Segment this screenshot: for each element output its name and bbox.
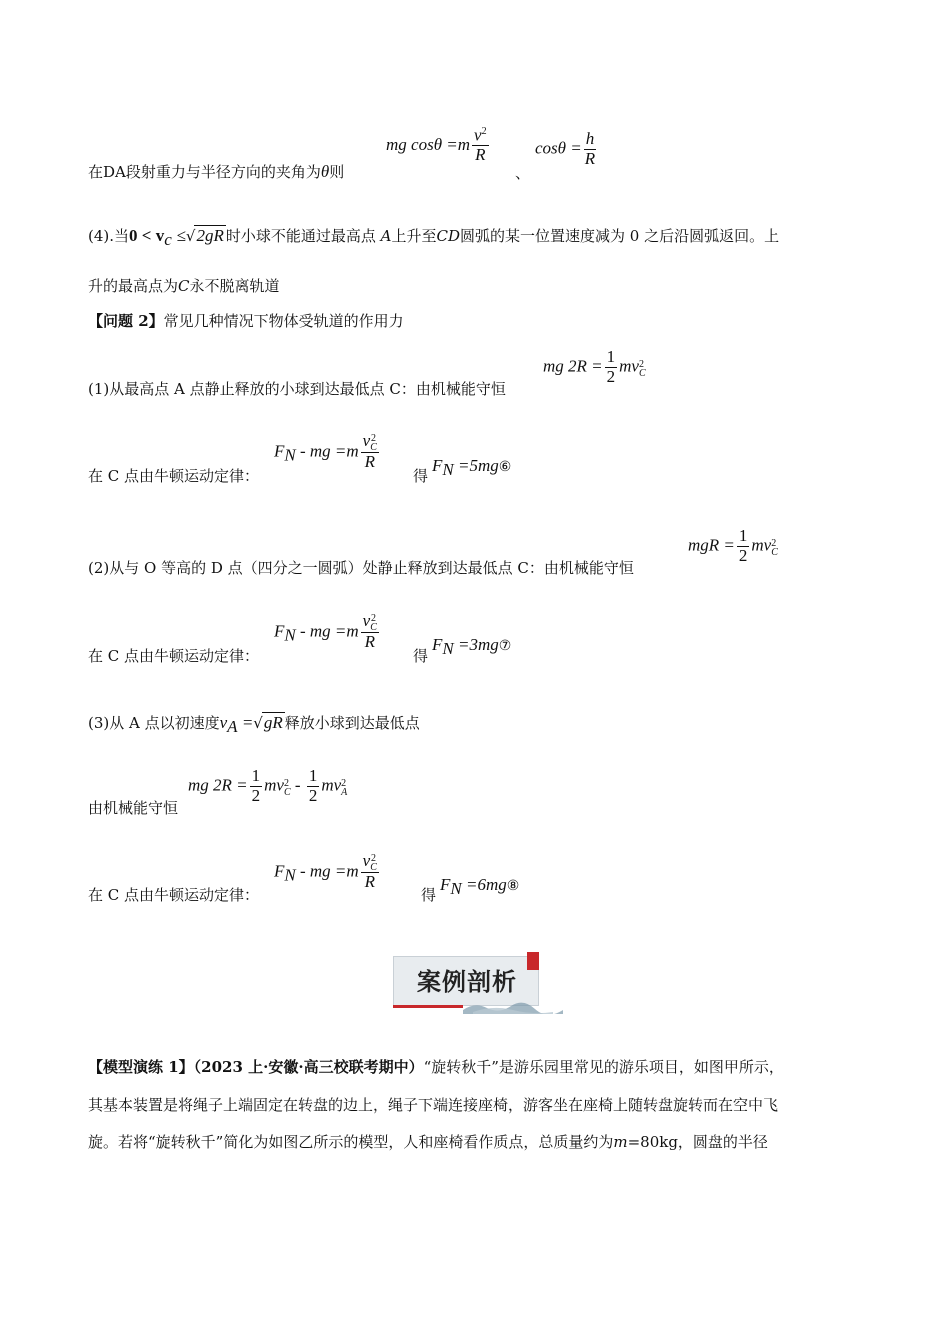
banner-red-tab	[527, 952, 539, 970]
fraction	[361, 852, 379, 892]
formula-part: - mg =m	[295, 621, 359, 641]
numerator: v	[474, 125, 482, 145]
subscript: A	[341, 786, 348, 798]
subscript: A	[227, 717, 238, 736]
fraction	[361, 432, 379, 472]
case1-text: (1)从最高点 A 点静止释放的小球到达最低点 C：由机械能守恒	[88, 380, 506, 398]
case2-result	[432, 635, 511, 659]
fraction	[472, 126, 489, 165]
text: 释放小球到达最低点	[284, 714, 420, 732]
case1-energy-formula	[543, 348, 646, 386]
denominator: 2	[606, 366, 616, 386]
case3-line: (3)从 A 点以初速度$v_A =√gR$ 释放小球到达最低点	[88, 713, 420, 736]
case2-energy-formula	[688, 527, 778, 565]
subscript: N	[442, 639, 454, 659]
mountain-wave-decoration	[463, 1000, 563, 1014]
text: 则	[329, 163, 345, 181]
formula-part: mv	[264, 775, 284, 795]
case4-line: (4).当$0 < v_c \le√2gR$ 时小球不能通过最高点 A上升至CD圆弧的某一位置速度减为 0 之后沿圆弧返回。上	[88, 226, 780, 249]
fraction	[361, 612, 379, 652]
formula-part: mgR =	[688, 535, 735, 555]
formula-part: mv	[619, 356, 639, 376]
case1-result	[432, 456, 511, 480]
condition: 0 < v	[129, 226, 165, 245]
exponent: 2	[283, 777, 289, 789]
subscript: C	[370, 442, 377, 453]
numerator: 1	[738, 526, 748, 545]
text: 常见几种情况下物体受轨道的作用力	[163, 312, 404, 330]
fraction	[307, 767, 320, 805]
arc-label: CD	[436, 227, 461, 245]
case3-energy-formula	[188, 767, 347, 805]
fraction	[250, 767, 263, 805]
subscript: N	[442, 460, 454, 480]
theta-symbol: θ	[320, 162, 330, 181]
denominator: R	[364, 452, 375, 471]
subscript: C	[638, 367, 646, 379]
fraction	[605, 348, 618, 386]
energy-label: 由机械能守恒	[88, 799, 179, 817]
text: (4).当	[88, 227, 130, 245]
denominator: 2	[251, 785, 261, 805]
equation-number: ⑥	[498, 459, 512, 475]
case2-text: (2)从与 O 等高的 D 点（四分之一圆弧）处静止释放到达最低点 C：由机械能守恒	[88, 559, 634, 577]
case3-newton-formula	[274, 852, 381, 892]
fraction	[584, 130, 597, 168]
formula-part: F	[432, 635, 443, 654]
subscript: C	[771, 546, 778, 558]
subscript: C	[370, 862, 377, 873]
text: “旋转秋千”是游乐园里常见的游乐项目，如图甲所示，	[423, 1058, 784, 1076]
example-tag: 【模型演练 1】	[88, 1058, 194, 1076]
sqrt-body: gR	[263, 713, 283, 732]
example-line1	[88, 1056, 784, 1077]
formula-part: =3mg	[453, 635, 499, 654]
denominator: R	[364, 632, 375, 651]
subscript: N	[284, 865, 296, 885]
formula-part: mg 2R =	[188, 775, 248, 795]
text: =80kg，圆盘的半径	[627, 1133, 768, 1151]
text: 升的最高点为	[88, 277, 179, 295]
exponent: 2	[771, 537, 777, 549]
formula-part: F	[274, 621, 285, 641]
numerator: 1	[606, 347, 616, 366]
subscript: N	[284, 445, 296, 465]
subscript: C	[370, 622, 377, 633]
formula-part: F	[274, 861, 285, 881]
formula-part: F	[440, 875, 451, 894]
text: 永不脱离轨道	[189, 277, 280, 295]
formula-part: mg cosθ =m	[386, 135, 471, 155]
formula-part: =	[237, 713, 254, 732]
equation-number: ⑦	[498, 638, 512, 654]
formula-part: mg 2R =	[543, 356, 603, 376]
intro-line	[88, 161, 344, 182]
formula-part: =5mg	[453, 456, 499, 475]
exponent: 2	[371, 433, 377, 444]
subscript: C	[283, 786, 291, 798]
sup-sub	[639, 360, 646, 378]
formula-part: F	[274, 441, 285, 461]
formula-part: - mg =m	[295, 861, 359, 881]
text: 在DA段射重力与半径方向的夹角为	[88, 163, 321, 181]
numerator: v	[362, 611, 371, 630]
denominator: R	[584, 148, 596, 168]
formula-part: mv	[321, 775, 342, 795]
fraction	[737, 527, 750, 565]
newton-label: 在 C 点由牛顿运动定律：	[88, 886, 260, 904]
numerator: v	[362, 851, 371, 870]
denominator: 2	[308, 785, 318, 805]
subscript: c	[164, 230, 172, 249]
condition: ≤	[176, 226, 186, 245]
formula-part: mv	[751, 535, 772, 555]
case1-newton-formula	[274, 432, 381, 472]
denominator: 2	[738, 545, 748, 565]
point-label: C	[178, 277, 190, 295]
equation-number: ⑧	[506, 878, 520, 894]
mass-symbol: m	[613, 1133, 628, 1151]
exponent: 2	[638, 358, 644, 370]
text: 得	[421, 886, 437, 904]
formula-part: F	[432, 456, 443, 475]
exponent: 2	[481, 126, 487, 137]
text: 上升至	[391, 227, 437, 245]
sup-sub	[771, 539, 778, 557]
formula-part: cosθ =	[535, 138, 582, 158]
text: 圆弧的某一位置速度减为 0 之后沿圆弧返回。上	[460, 227, 780, 245]
formula-centripetal	[386, 126, 491, 165]
separator: 、	[515, 164, 531, 182]
numerator: v	[362, 431, 371, 450]
subscript: N	[450, 879, 462, 899]
section-banner	[393, 956, 539, 1006]
numerator: h	[585, 129, 595, 148]
newton-label: 在 C 点由牛顿运动定律：	[88, 647, 260, 665]
sqrt-body: 2gR	[196, 226, 224, 245]
denominator: R	[364, 872, 375, 891]
example-line2: 其基本装置是将绳子上端固定在转盘的边上，绳子下端连接座椅，游客坐在座椅上随转盘旋转而在空中飞	[88, 1096, 779, 1114]
text: (3)从 A 点以初速度	[88, 714, 220, 732]
numerator: 1	[251, 766, 261, 785]
formula-part: v	[219, 713, 228, 732]
text: 得	[413, 467, 429, 485]
exponent: 2	[341, 777, 347, 789]
example-source: （2023 上·安徽·高三校联考期中）	[193, 1058, 424, 1076]
newton-label: 在 C 点由牛顿运动定律：	[88, 467, 260, 485]
formula-part: =6mg	[461, 875, 507, 894]
formula-part: - mg =m	[295, 441, 359, 461]
exponent: 2	[371, 613, 377, 624]
problem2-heading	[88, 310, 404, 331]
case2-newton-formula	[274, 612, 381, 652]
sup-sub	[284, 779, 291, 797]
subscript: N	[284, 625, 296, 645]
problem-tag: 【问题 2】	[88, 312, 164, 330]
text: 旋。若将“旋转秋千”简化为如图乙所示的模型，人和座椅看作质点，总质量约为	[88, 1133, 614, 1151]
formula-part: -	[290, 775, 305, 795]
banner-red-underline	[393, 1005, 463, 1008]
case3-result	[440, 875, 519, 899]
point-label: A	[380, 227, 392, 245]
text: 时小球不能通过最高点	[225, 227, 376, 245]
denominator: R	[475, 145, 486, 165]
formula-cos	[535, 130, 598, 168]
case4-continuation	[88, 275, 280, 296]
example-line3	[88, 1131, 768, 1152]
sup-sub	[341, 779, 347, 797]
text: 得	[413, 647, 429, 665]
exponent: 2	[371, 853, 377, 864]
numerator: 1	[308, 766, 318, 785]
section-banner-title: 案例剖析	[417, 968, 517, 996]
